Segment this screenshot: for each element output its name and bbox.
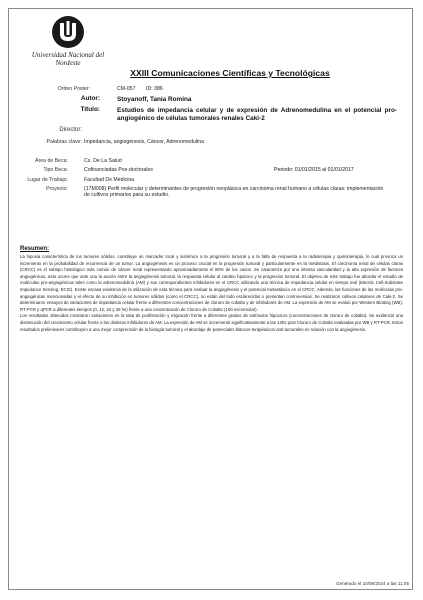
proyecto-value: (17M008) Perfil molecular y determinantes de progresión neoplásica en carcinoma renal humano a células claras: implementación de cultivos primarios para su estudio. bbox=[84, 186, 384, 199]
area-label: Área de Beca: bbox=[35, 158, 68, 164]
tipo-row bbox=[0, 167, 423, 175]
tipo-value: Cofinanciadas Pos-doctorales bbox=[84, 167, 153, 173]
conference-title: XXIII Comunicaciones Científicas y Tecnológicas bbox=[130, 68, 330, 78]
director-label: Director: bbox=[59, 127, 82, 133]
lugar-label: Lugar de Trabajo: bbox=[27, 177, 68, 183]
palabras-label: Palabras clave: bbox=[46, 139, 82, 145]
proyecto-row bbox=[0, 186, 423, 202]
resumen-paragraph-2: Los resultados obtenidos mostraron variaciones en la tasa de proliferación y migración frente a diferentes grados de estímulos hipóxicos (concentraciones de cloruro de cobalto). Se evidenció una disminución del crecimiento celular frente a los distintos inhibidores de AM. La expresión de AM se incrementó significativamente a las 12hs post Cloruro de Cobalto evaluadas por WB y RT-PCR. Estos resultados preliminares contribuyen a una mejor comprensión de la biología tumoral y el abordaje de potenciales blancos terapéuticos anti-tumorales en relación con la angiogénesis. bbox=[20, 313, 403, 332]
proyecto-label: Proyecto: bbox=[46, 186, 68, 192]
palabras-value: Impedancia, angiogénesis, Cáncer, Adrenomedulina bbox=[84, 139, 204, 145]
lugar-value: Facultad De Medicina bbox=[84, 177, 135, 183]
autor-row bbox=[0, 96, 423, 105]
autor-value: Stoyanoff, Tania Romina bbox=[117, 96, 192, 103]
lugar-row bbox=[0, 177, 423, 185]
autor-label: Autor: bbox=[80, 95, 100, 102]
resumen-paragraph-1: La hipoxia característica de los tumores sólidos, constituye un marcador local y sistémico a la progresión tumoral y a la falta de respuesta a la radioterapia y quimioterapia, lo cual provoca un incremento en la probabilidad de recurrencia de un tumor. La angiogénesis es un proceso crucial en la progresión tumoral y particularmente en la metástasis. El carcinoma renal de células claras (CRCC) es el subtipo histológico más común de cáncer renal representando aproximadamente el 80% de los casos. Se caracteriza por una intensa vascularidad y la alta expresión de factores angiogénicos, esto ocurre que ante una la acción entre la angiogénesis tumoral, la respuesta celular al cambio hipóxico y la progresión tumoral. El objetivo de este trabajo fue abordar el estudio de moléculas pro-angiogénicas tales como la adrenomedulina (AM) y sus correspondientes inhibidores en el CRCC utilizando una técnica de impedancia celular en tiempo real (Electric Cell-Substrate Impedance Sensing, ECIS). Existe escasa evidencia de la utilización de esta técnica para evaluar la angiogénesis y el potencial metastásico en el CRCC. Además, las funciones de las moléculas pro-angiogénicas mencionadas y el efecto de su inhibición en tumores sólidos (como el CRCC), no están del todo esclarecidas o presentan controversias. Se realizaron cultivos celulares de Caki-2. Se determinaron ensayos de variaciones de impedancia celular frente a diferentes concentraciones de cloruro de cobalto y de inhibidores de AM. La expresión de AM se evaluó por Western Blotting (WB), RT-PCR y qPCR a diferentes tiempos (0, 12, 24 y 36 hs) frente a una concentración de Cloruro de Cobalto (100 micromolar). bbox=[20, 254, 403, 312]
orden-label: Orden Poster: bbox=[57, 86, 90, 92]
palabras-row bbox=[0, 139, 423, 147]
area-value: Cs. De La Salud bbox=[84, 158, 122, 164]
titulo-value: Estudios de impedancia celular y de expresión de Adrenomedulina en el potencial pro-angiogénico de células tumorales renales Caki-2 bbox=[117, 107, 397, 122]
orden-id: ID: 386 bbox=[146, 86, 163, 92]
orden-value: CM-057 bbox=[117, 86, 136, 92]
area-row bbox=[0, 158, 423, 166]
unne-emblem-icon bbox=[51, 15, 85, 49]
director-row bbox=[0, 127, 423, 135]
university-name: Universidad Nacional del Nordeste bbox=[31, 51, 105, 67]
orden-row bbox=[0, 86, 423, 94]
periodo-value: Periodo: 01/01/2015 al 01/01/2017 bbox=[274, 167, 354, 173]
footer-generated: Generado el 10/06/2024 a las 11:05 bbox=[336, 581, 409, 586]
resumen-body bbox=[20, 254, 403, 333]
resumen-heading: Resumen: bbox=[20, 246, 50, 252]
titulo-row bbox=[0, 107, 423, 125]
tipo-label: Tipo Beca: bbox=[43, 167, 68, 173]
titulo-label: Título: bbox=[80, 106, 100, 113]
university-logo bbox=[28, 15, 108, 67]
